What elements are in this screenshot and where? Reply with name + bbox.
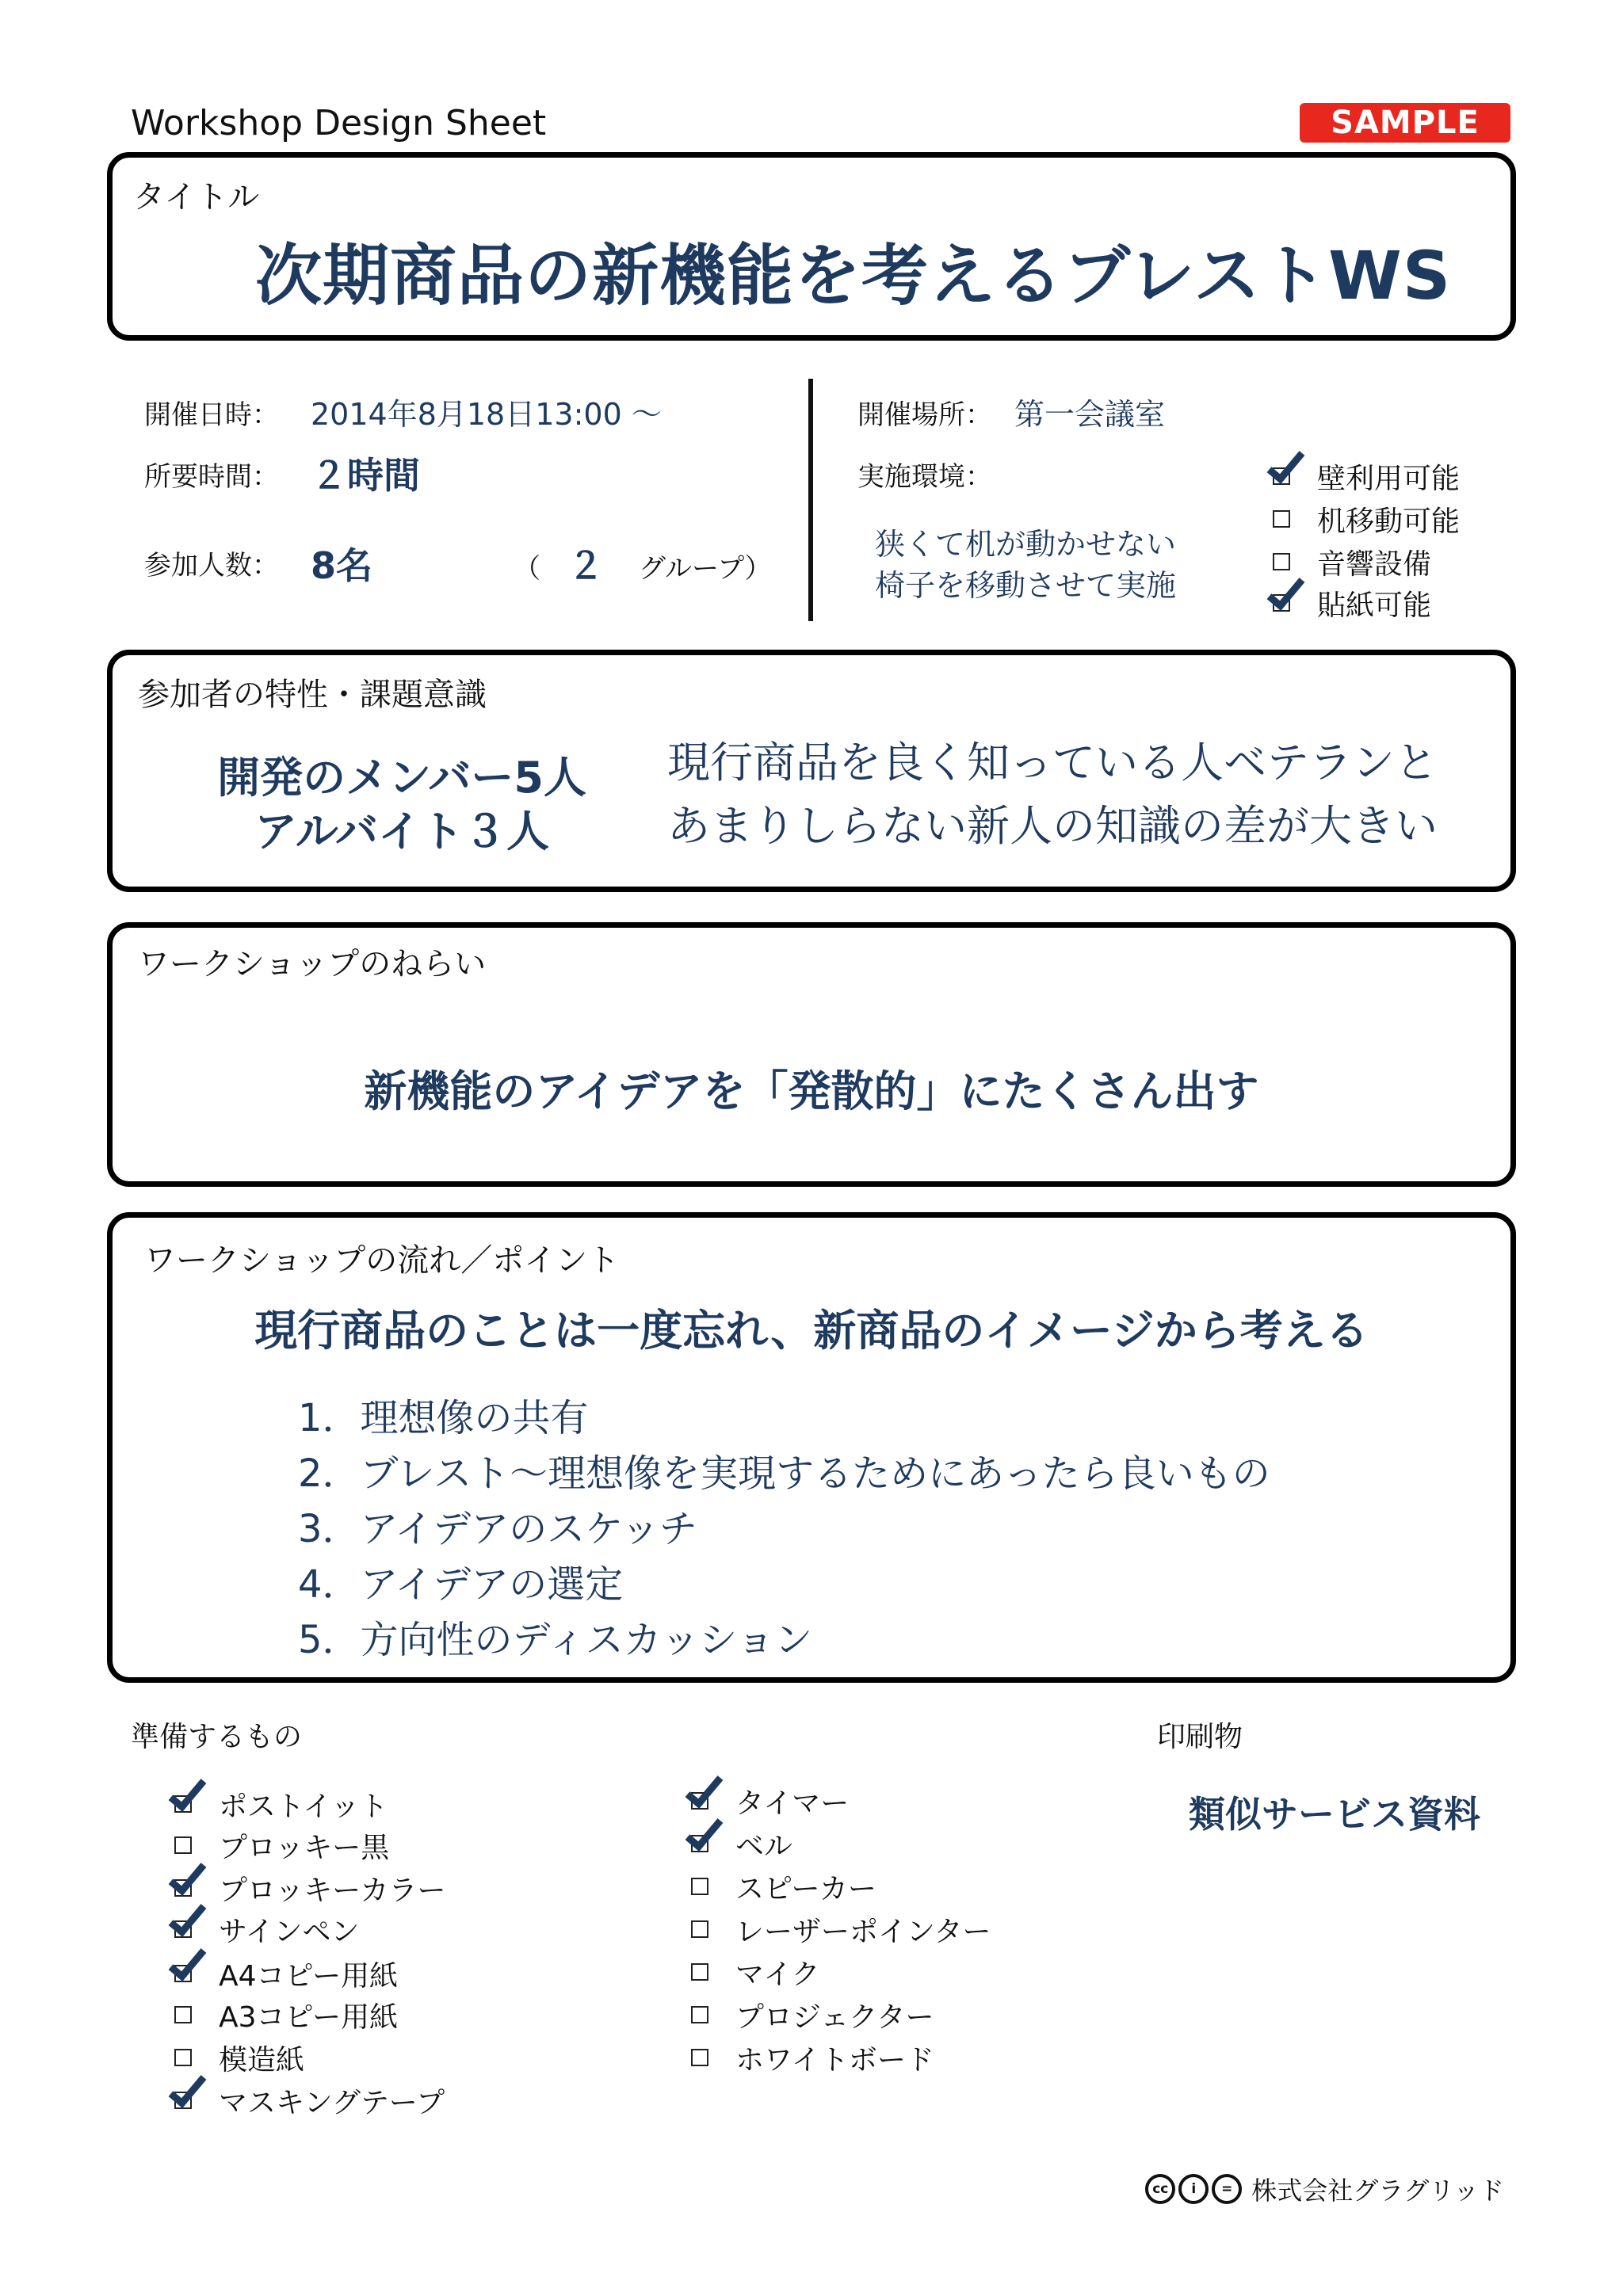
- title-box-label: タイトル: [133, 179, 260, 215]
- date-label: 開催日時：: [144, 399, 279, 431]
- participants-box: [107, 650, 1516, 892]
- info-divider: [808, 379, 813, 621]
- footer: [1145, 2171, 1504, 2207]
- checkbox-icon[interactable]: [1273, 467, 1290, 485]
- prep-item[interactable]: [691, 2038, 934, 2077]
- prep-item[interactable]: [691, 1867, 876, 1906]
- prep-item-label: ポストイット: [219, 1790, 388, 1823]
- participants-value: 8名: [311, 544, 373, 587]
- prep-item[interactable]: [691, 1952, 820, 1992]
- flow-step-1: 1．理想像の共有: [298, 1396, 589, 1440]
- prep-label: 準備するもの: [131, 1721, 303, 1753]
- checkbox-icon[interactable]: [174, 2092, 192, 2109]
- checkbox-icon[interactable]: [691, 2049, 708, 2066]
- flow-step-4: 4．アイデアの選定: [298, 1562, 624, 1607]
- prep-item-label: プロッキーカラー: [219, 1874, 446, 1907]
- print-label: 印刷物: [1157, 1721, 1243, 1753]
- print-item: 類似サービス資料: [1189, 1793, 1480, 1836]
- checkbox-icon[interactable]: [174, 1879, 192, 1897]
- prep-item-label: レーザーポインター: [735, 1915, 991, 1948]
- groups-close: グループ）: [639, 553, 772, 585]
- participants-label: 参加人数：: [144, 550, 279, 582]
- environment-note-1: 狭くて机が動かせない: [875, 527, 1177, 562]
- prep-item[interactable]: [174, 1954, 398, 1993]
- groups-open: （: [514, 553, 540, 585]
- prep-item-label: マスキングテープ: [219, 2086, 445, 2119]
- flow-step-3: 3．アイデアのスケッチ: [298, 1507, 697, 1551]
- checkbox-icon[interactable]: [691, 2006, 708, 2023]
- participants-box-label: 参加者の特性・課題意識: [138, 677, 487, 713]
- prep-item-label: プロッキー黒: [219, 1831, 390, 1864]
- env-option-label: 机移動可能: [1317, 505, 1461, 538]
- env-option-label: 貼紙可能: [1317, 589, 1432, 622]
- env-option-wall[interactable]: [1273, 456, 1460, 496]
- prep-item[interactable]: [174, 1868, 446, 1908]
- environment-label: 実施環境：: [857, 461, 992, 493]
- duration-value: ２時間: [311, 454, 420, 497]
- checkbox-icon[interactable]: [691, 1963, 708, 1981]
- attribution-icon: i: [1178, 2174, 1209, 2204]
- prep-item-label: タイマー: [735, 1787, 850, 1820]
- prep-item-label: 模造紙: [219, 2043, 305, 2077]
- prep-item-label: ベル: [735, 1829, 793, 1863]
- checkbox-icon[interactable]: [691, 1835, 708, 1852]
- checkbox-icon[interactable]: [691, 1878, 708, 1895]
- no-derivatives-icon: =: [1212, 2174, 1242, 2204]
- prep-item-label: A4コピー用紙: [219, 1959, 399, 1993]
- venue-value: 第一会議室: [1014, 397, 1166, 432]
- env-option-label: 音響設備: [1317, 547, 1432, 581]
- flow-point: 現行商品のことは一度忘れ、新商品のイメージから考える: [254, 1306, 1369, 1356]
- env-option-label: 壁利用可能: [1317, 462, 1461, 495]
- sample-badge: SAMPLE: [1300, 103, 1510, 143]
- prep-item[interactable]: [174, 1995, 398, 2035]
- flow-step-5: 5．方向性のディスカッション: [298, 1618, 813, 1662]
- prep-item[interactable]: [174, 1825, 389, 1865]
- flow-box: [107, 1212, 1516, 1683]
- checkbox-icon[interactable]: [174, 2049, 192, 2066]
- prep-item-label: サインペン: [219, 1915, 360, 1948]
- prep-item[interactable]: [691, 1781, 849, 1821]
- checkbox-icon[interactable]: [174, 1795, 192, 1813]
- prep-item-label: A3コピー用紙: [219, 2000, 399, 2034]
- checkbox-icon[interactable]: [1273, 553, 1290, 570]
- prep-item[interactable]: [691, 1995, 934, 2035]
- title-box: [107, 152, 1516, 341]
- workshop-title: 次期商品の新機能を考えるブレストWS: [255, 237, 1452, 315]
- duration-label: 所要時間：: [144, 461, 279, 493]
- environment-note-2: 椅子を移動させて実施: [875, 568, 1177, 603]
- flow-step-2: 2．ブレスト～理想像を実現するためにあったら良いもの: [298, 1451, 1270, 1496]
- workshop-aim: 新機能のアイデアを「発散的」にたくさん出す: [364, 1066, 1259, 1116]
- prep-item[interactable]: [691, 1909, 991, 1949]
- checkbox-icon[interactable]: [1273, 594, 1290, 612]
- members-line-1: 開発のメンバー5人: [217, 753, 586, 803]
- cc-icon: cc: [1145, 2174, 1175, 2204]
- company-name: 株式会社グラグリッド: [1251, 2176, 1504, 2206]
- aim-box-label: ワークショップのねらい: [138, 946, 487, 982]
- venue-label: 開催場所：: [857, 399, 992, 431]
- prep-item-label: マイク: [735, 1958, 820, 1991]
- participants-desc-2: あまりしらない新人の知識の差が大きい: [667, 801, 1438, 851]
- prep-item[interactable]: [174, 2081, 445, 2120]
- prep-item[interactable]: [691, 1824, 792, 1863]
- env-option-desk[interactable]: [1273, 499, 1460, 539]
- prep-item-label: プロジェクター: [735, 2000, 934, 2034]
- aim-box: [107, 922, 1516, 1187]
- groups-value: ２: [567, 544, 604, 587]
- prep-item[interactable]: [174, 1784, 388, 1824]
- members-line-2: アルバイト３人: [254, 807, 550, 856]
- participants-desc-1: 現行商品を良く知っている人ベテランと: [667, 738, 1438, 788]
- prep-item-label: ホワイトボード: [735, 2043, 934, 2077]
- flow-box-label: ワークショップの流れ／ポイント: [144, 1242, 620, 1279]
- checkbox-icon[interactable]: [1273, 510, 1290, 528]
- env-option-poster[interactable]: [1273, 583, 1431, 623]
- date-value: 2014年8月18日13:00 ～: [311, 397, 662, 432]
- prep-item[interactable]: [174, 1909, 359, 1949]
- sheet-title: Workshop Design Sheet: [131, 103, 547, 143]
- checkbox-icon[interactable]: [691, 1920, 708, 1938]
- checkbox-icon[interactable]: [174, 1965, 192, 1982]
- checkbox-icon[interactable]: [174, 1836, 192, 1854]
- checkbox-icon[interactable]: [691, 1792, 708, 1810]
- checkbox-icon[interactable]: [174, 1920, 192, 1938]
- prep-item-label: スピーカー: [735, 1872, 876, 1905]
- checkbox-icon[interactable]: [174, 2006, 192, 2023]
